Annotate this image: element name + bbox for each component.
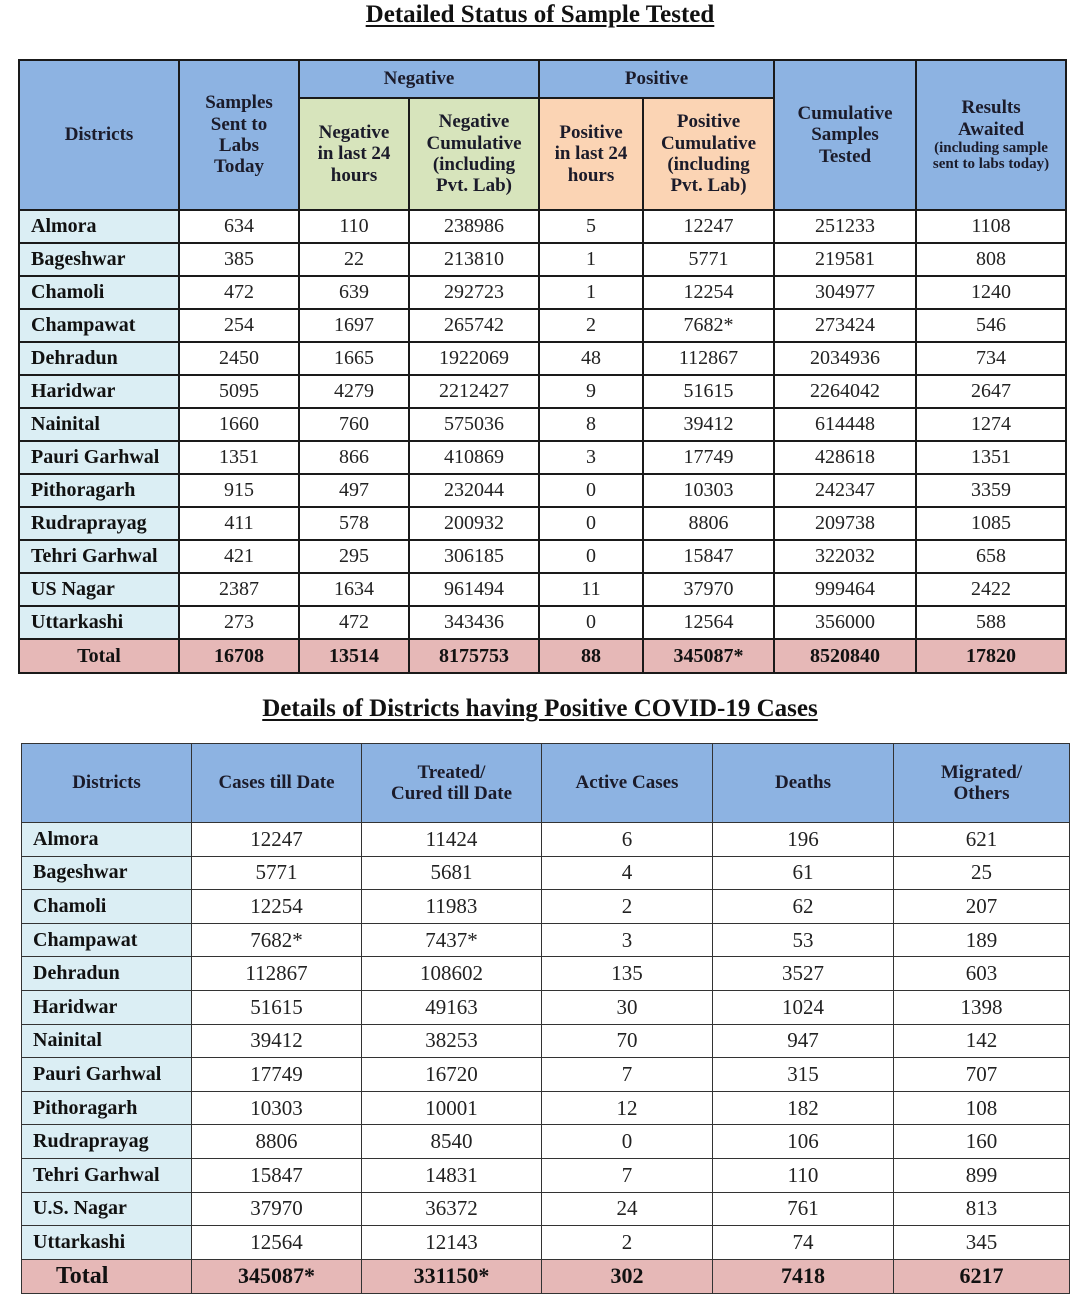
cell-awaited: 546 — [916, 309, 1066, 342]
table-row — [19, 408, 1066, 441]
table-row — [22, 990, 1070, 1024]
cell-awaited: 3359 — [916, 474, 1066, 507]
cell-samples-sent: 2387 — [179, 573, 299, 606]
header-negative-24h: Negative in last 24 hours — [299, 98, 409, 210]
cell-migrated: 1398 — [894, 990, 1070, 1024]
cell-deaths: 315 — [713, 1058, 894, 1092]
cell-deaths: 62 — [713, 890, 894, 924]
district-name: Dehradun — [19, 342, 179, 375]
cell-deaths: 1024 — [713, 990, 894, 1024]
cell-deaths: 3527 — [713, 957, 894, 991]
cell-cured: 8540 — [362, 1125, 542, 1159]
cell-pos-24h: 11 — [539, 573, 643, 606]
cell-neg-cum: 2212427 — [409, 375, 539, 408]
header-cases-till-date: Cases till Date — [192, 744, 362, 823]
district-name: Tehri Garhwal — [22, 1158, 192, 1192]
cell-cum-tested: 614448 — [774, 408, 916, 441]
district-name: Chamoli — [22, 890, 192, 924]
cell-active: 2 — [542, 1226, 713, 1260]
district-name: Bageshwar — [22, 856, 192, 890]
cell-neg-24h: 22 — [299, 243, 409, 276]
cell-samples-sent: 472 — [179, 276, 299, 309]
cell-cases: 5771 — [192, 856, 362, 890]
cell-pos-24h: 3 — [539, 441, 643, 474]
cell-pos-24h: 0 — [539, 474, 643, 507]
table-row — [19, 573, 1066, 606]
header-districts: Districts — [19, 60, 179, 210]
cell-cum-tested: 356000 — [774, 606, 916, 639]
cell-neg-cum: 575036 — [409, 408, 539, 441]
cell-migrated: 108 — [894, 1091, 1070, 1125]
district-name: Haridwar — [19, 375, 179, 408]
district-name: Champawat — [19, 309, 179, 342]
cell-neg-cum: 410869 — [409, 441, 539, 474]
positive-cases-title: Details of Districts having Positive COVID-19 Cases — [262, 695, 818, 722]
cell-deaths: 61 — [713, 856, 894, 890]
cell-cum-tested: 304977 — [774, 276, 916, 309]
table-row — [22, 823, 1070, 857]
cell-active: 7 — [542, 1058, 713, 1092]
cell-neg-24h: 497 — [299, 474, 409, 507]
cell-cases: 15847 — [192, 1158, 362, 1192]
district-name: US Nagar — [19, 573, 179, 606]
cell-neg-24h: 1697 — [299, 309, 409, 342]
header-districts: Districts — [22, 744, 192, 823]
cell-deaths: 106 — [713, 1125, 894, 1159]
table-row — [22, 1058, 1070, 1092]
header-treated-cured: Treated/ Cured till Date — [362, 744, 542, 823]
cell-active: 0 — [542, 1125, 713, 1159]
cell-pos-24h: 48 — [539, 342, 643, 375]
table-row — [19, 540, 1066, 573]
cell-cured: 36372 — [362, 1192, 542, 1226]
cell-deaths: 53 — [713, 923, 894, 957]
cell-deaths: 196 — [713, 823, 894, 857]
total-label: Total — [19, 639, 179, 673]
cell-active: 4 — [542, 856, 713, 890]
total-pos-cum: 345087* — [643, 639, 774, 673]
cell-pos-cum: 15847 — [643, 540, 774, 573]
cell-cases: 17749 — [192, 1058, 362, 1092]
cell-awaited: 1085 — [916, 507, 1066, 540]
cell-pos-24h: 0 — [539, 606, 643, 639]
cell-migrated: 345 — [894, 1226, 1070, 1260]
cell-pos-24h: 1 — [539, 243, 643, 276]
cell-neg-24h: 639 — [299, 276, 409, 309]
total-neg-cum: 8175753 — [409, 639, 539, 673]
total-pos-24h: 88 — [539, 639, 643, 673]
header-migrated-others: Migrated/ Others — [894, 744, 1070, 823]
cell-cases: 10303 — [192, 1091, 362, 1125]
district-name: Pauri Garhwal — [19, 441, 179, 474]
cell-active: 70 — [542, 1024, 713, 1058]
header-deaths: Deaths — [713, 744, 894, 823]
cell-neg-24h: 4279 — [299, 375, 409, 408]
cell-cum-tested: 322032 — [774, 540, 916, 573]
cell-cases: 8806 — [192, 1125, 362, 1159]
cell-neg-24h: 1665 — [299, 342, 409, 375]
cell-cum-tested: 2264042 — [774, 375, 916, 408]
district-name: Tehri Garhwal — [19, 540, 179, 573]
total-migrated: 6217 — [894, 1259, 1070, 1293]
cell-pos-cum: 39412 — [643, 408, 774, 441]
cell-pos-24h: 0 — [539, 540, 643, 573]
cell-migrated: 899 — [894, 1158, 1070, 1192]
total-row — [22, 1259, 1070, 1293]
cell-pos-cum: 5771 — [643, 243, 774, 276]
cell-migrated: 603 — [894, 957, 1070, 991]
header-positive-24h: Positive in last 24 hours — [539, 98, 643, 210]
cell-samples-sent: 1660 — [179, 408, 299, 441]
district-name: Pauri Garhwal — [22, 1058, 192, 1092]
cell-neg-cum: 232044 — [409, 474, 539, 507]
table-row — [22, 1158, 1070, 1192]
cell-cured: 10001 — [362, 1091, 542, 1125]
district-name: Dehradun — [22, 957, 192, 991]
cell-cum-tested: 428618 — [774, 441, 916, 474]
cell-pos-24h: 5 — [539, 210, 643, 243]
table-row — [22, 856, 1070, 890]
header-samples-sent: Samples Sent to Labs Today — [179, 60, 299, 210]
total-active: 302 — [542, 1259, 713, 1293]
cell-cases: 12247 — [192, 823, 362, 857]
cell-cases: 37970 — [192, 1192, 362, 1226]
cell-cured: 12143 — [362, 1226, 542, 1260]
cell-migrated: 621 — [894, 823, 1070, 857]
cell-neg-cum: 238986 — [409, 210, 539, 243]
header-active-cases: Active Cases — [542, 744, 713, 823]
district-name: Nainital — [22, 1024, 192, 1058]
cell-samples-sent: 634 — [179, 210, 299, 243]
cell-samples-sent: 1351 — [179, 441, 299, 474]
cell-cured: 108602 — [362, 957, 542, 991]
header-positive-group: Positive — [539, 60, 774, 98]
cell-awaited: 1240 — [916, 276, 1066, 309]
table-row — [19, 606, 1066, 639]
cell-active: 3 — [542, 923, 713, 957]
cell-pos-24h: 8 — [539, 408, 643, 441]
cell-awaited: 1274 — [916, 408, 1066, 441]
cell-neg-cum: 343436 — [409, 606, 539, 639]
cell-neg-cum: 961494 — [409, 573, 539, 606]
cell-active: 30 — [542, 990, 713, 1024]
table-row — [22, 957, 1070, 991]
cell-cum-tested: 242347 — [774, 474, 916, 507]
cell-neg-24h: 866 — [299, 441, 409, 474]
cell-samples-sent: 254 — [179, 309, 299, 342]
table-row — [22, 1125, 1070, 1159]
cell-active: 135 — [542, 957, 713, 991]
total-label: Total — [22, 1259, 192, 1293]
cell-cured: 11424 — [362, 823, 542, 857]
district-name: Rudraprayag — [19, 507, 179, 540]
cell-awaited: 588 — [916, 606, 1066, 639]
total-deaths: 7418 — [713, 1259, 894, 1293]
cell-cum-tested: 219581 — [774, 243, 916, 276]
district-name: Uttarkashi — [22, 1226, 192, 1260]
table-row — [19, 342, 1066, 375]
cell-cured: 5681 — [362, 856, 542, 890]
cell-neg-24h: 1634 — [299, 573, 409, 606]
cell-active: 6 — [542, 823, 713, 857]
cell-neg-24h: 760 — [299, 408, 409, 441]
cell-active: 2 — [542, 890, 713, 924]
district-name: Almora — [19, 210, 179, 243]
table-row — [22, 1091, 1070, 1125]
header-cumulative-samples: Cumulative Samples Tested — [774, 60, 916, 210]
cell-neg-24h: 578 — [299, 507, 409, 540]
cell-cured: 49163 — [362, 990, 542, 1024]
table-row — [19, 474, 1066, 507]
district-name: Bageshwar — [19, 243, 179, 276]
cell-deaths: 74 — [713, 1226, 894, 1260]
total-cum-tested: 8520840 — [774, 639, 916, 673]
cell-neg-cum: 265742 — [409, 309, 539, 342]
cell-cured: 7437* — [362, 923, 542, 957]
cell-pos-cum: 17749 — [643, 441, 774, 474]
cell-samples-sent: 421 — [179, 540, 299, 573]
cell-active: 12 — [542, 1091, 713, 1125]
cell-neg-24h: 295 — [299, 540, 409, 573]
table-row — [22, 1024, 1070, 1058]
cell-cases: 39412 — [192, 1024, 362, 1058]
total-samples-sent: 16708 — [179, 639, 299, 673]
sample-tested-table — [18, 59, 1067, 674]
table-row — [19, 375, 1066, 408]
district-name: Rudraprayag — [22, 1125, 192, 1159]
total-cases: 345087* — [192, 1259, 362, 1293]
cell-active: 24 — [542, 1192, 713, 1226]
district-name: Champawat — [22, 923, 192, 957]
cell-neg-cum: 306185 — [409, 540, 539, 573]
cell-samples-sent: 273 — [179, 606, 299, 639]
total-cured: 331150* — [362, 1259, 542, 1293]
cell-samples-sent: 5095 — [179, 375, 299, 408]
cell-pos-cum: 8806 — [643, 507, 774, 540]
cell-neg-cum: 213810 — [409, 243, 539, 276]
cell-samples-sent: 411 — [179, 507, 299, 540]
cell-neg-cum: 1922069 — [409, 342, 539, 375]
cell-deaths: 110 — [713, 1158, 894, 1192]
table-row — [22, 1226, 1070, 1260]
table-row — [19, 507, 1066, 540]
district-name: Chamoli — [19, 276, 179, 309]
cell-pos-24h: 9 — [539, 375, 643, 408]
cell-awaited: 1351 — [916, 441, 1066, 474]
cell-pos-cum: 12564 — [643, 606, 774, 639]
cell-migrated: 207 — [894, 890, 1070, 924]
header-negative-cumulative: Negative Cumulative (including Pvt. Lab) — [409, 98, 539, 210]
cell-deaths: 761 — [713, 1192, 894, 1226]
district-name: Uttarkashi — [19, 606, 179, 639]
cell-deaths: 947 — [713, 1024, 894, 1058]
cell-pos-cum: 51615 — [643, 375, 774, 408]
total-awaited: 17820 — [916, 639, 1066, 673]
table-row — [19, 276, 1066, 309]
cell-neg-cum: 200932 — [409, 507, 539, 540]
sample-tested-title: Detailed Status of Sample Tested — [365, 1, 715, 28]
cell-awaited: 808 — [916, 243, 1066, 276]
header-positive-cumulative: Positive Cumulative (including Pvt. Lab) — [643, 98, 774, 210]
cell-cases: 12254 — [192, 890, 362, 924]
cell-migrated: 142 — [894, 1024, 1070, 1058]
total-row — [19, 639, 1066, 673]
cell-samples-sent: 385 — [179, 243, 299, 276]
table-row — [19, 309, 1066, 342]
cell-awaited: 2422 — [916, 573, 1066, 606]
table-row — [19, 441, 1066, 474]
cell-cum-tested: 251233 — [774, 210, 916, 243]
cell-pos-cum: 12247 — [643, 210, 774, 243]
cell-cum-tested: 999464 — [774, 573, 916, 606]
district-name: U.S. Nagar — [22, 1192, 192, 1226]
district-name: Nainital — [19, 408, 179, 441]
cell-pos-cum: 7682* — [643, 309, 774, 342]
cell-neg-cum: 292723 — [409, 276, 539, 309]
cell-cases: 112867 — [192, 957, 362, 991]
cell-pos-24h: 1 — [539, 276, 643, 309]
header-results-awaited: Results Awaited (including sample sent to labs today) — [916, 60, 1066, 210]
cell-migrated: 707 — [894, 1058, 1070, 1092]
header-negative-group: Negative — [299, 60, 539, 98]
cell-cases: 7682* — [192, 923, 362, 957]
cell-cum-tested: 2034936 — [774, 342, 916, 375]
table-row — [19, 210, 1066, 243]
cell-neg-24h: 472 — [299, 606, 409, 639]
cell-awaited: 2647 — [916, 375, 1066, 408]
table-row — [19, 243, 1066, 276]
cell-deaths: 182 — [713, 1091, 894, 1125]
cell-migrated: 813 — [894, 1192, 1070, 1226]
cell-pos-24h: 0 — [539, 507, 643, 540]
district-name: Pithoragarh — [22, 1091, 192, 1125]
cell-migrated: 25 — [894, 856, 1070, 890]
cell-cases: 12564 — [192, 1226, 362, 1260]
table-row — [22, 1192, 1070, 1226]
table-row — [22, 923, 1070, 957]
cell-pos-cum: 112867 — [643, 342, 774, 375]
positive-cases-table — [21, 743, 1070, 1294]
cell-awaited: 1108 — [916, 210, 1066, 243]
cell-cum-tested: 273424 — [774, 309, 916, 342]
cell-migrated: 189 — [894, 923, 1070, 957]
total-neg-24h: 13514 — [299, 639, 409, 673]
cell-pos-cum: 10303 — [643, 474, 774, 507]
cell-pos-cum: 12254 — [643, 276, 774, 309]
cell-awaited: 658 — [916, 540, 1066, 573]
cell-cured: 14831 — [362, 1158, 542, 1192]
cell-migrated: 160 — [894, 1125, 1070, 1159]
cell-samples-sent: 915 — [179, 474, 299, 507]
cell-cured: 16720 — [362, 1058, 542, 1092]
cell-cured: 11983 — [362, 890, 542, 924]
district-name: Haridwar — [22, 990, 192, 1024]
cell-neg-24h: 110 — [299, 210, 409, 243]
cell-cum-tested: 209738 — [774, 507, 916, 540]
cell-active: 7 — [542, 1158, 713, 1192]
district-name: Almora — [22, 823, 192, 857]
table-row — [22, 890, 1070, 924]
cell-pos-cum: 37970 — [643, 573, 774, 606]
cell-awaited: 734 — [916, 342, 1066, 375]
district-name: Pithoragarh — [19, 474, 179, 507]
cell-pos-24h: 2 — [539, 309, 643, 342]
cell-cured: 38253 — [362, 1024, 542, 1058]
cell-samples-sent: 2450 — [179, 342, 299, 375]
cell-cases: 51615 — [192, 990, 362, 1024]
